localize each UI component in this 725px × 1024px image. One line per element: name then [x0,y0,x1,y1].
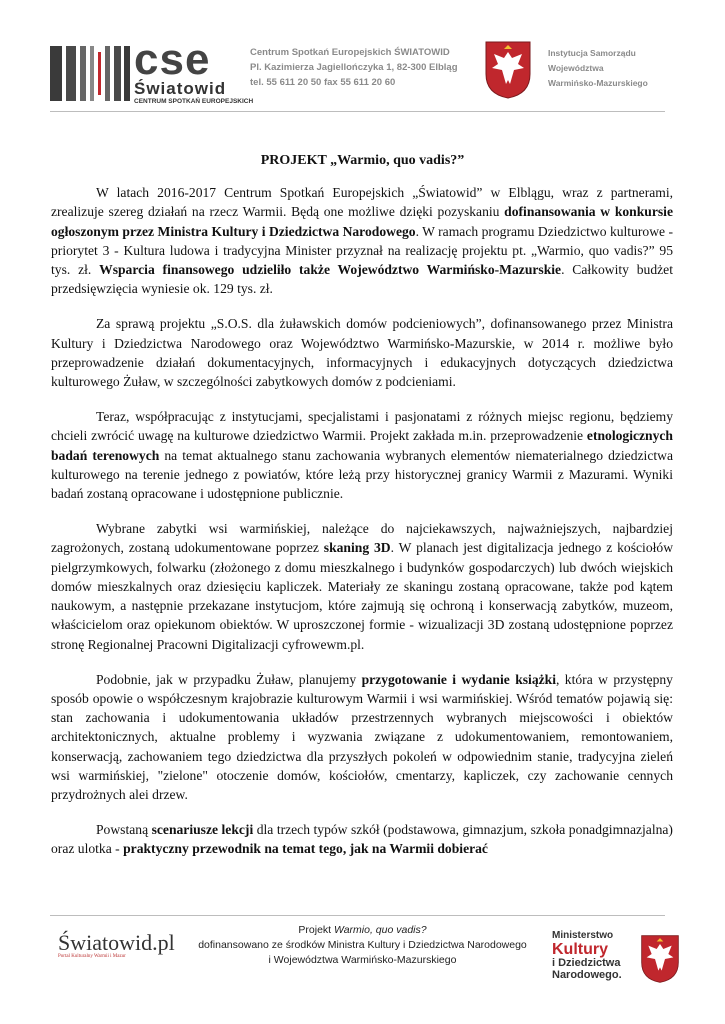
eagle-crest-icon [484,40,532,100]
header-divider [50,111,665,112]
text-run: . Całkowity budżet przedsięwzięcia wyniesie ok. 129 tys. zł. [51,262,673,297]
footer-line-3: i Województwa Warmińsko-Mazurskiego [268,954,457,966]
contact-phone: tel. 55 611 20 50 fax 55 611 20 60 [250,77,396,88]
cse-logo-wordmark [134,35,254,106]
swiatowid-pl-subtitle: Portal Kulturalny Warmii i Mazur [58,954,126,959]
paragraph [51,183,673,299]
ministry-logo [552,930,622,981]
institution-block [548,46,648,91]
institution-line-2: Województwa [548,63,604,73]
institution-line-3: Warmińsko-Mazurskiego [548,78,648,88]
document-title: PROJEKT „Warmio, quo vadis?” [260,153,465,168]
bold-text: dofinansowania w konkursie ogłoszonym przez Ministra Kultury i Dziedzictwa Narodowego [51,204,673,239]
text-run: na temat aktualnego stanu zachowania wybranych elementów niematerialnego dziedzictwa kulturowego na terenie jednego z powiatów, które leżą przy historycznej granicy Warmii z Mazurami. Wyniki badań zostaną opracowane i udostępnione publicznie. [51,447,673,502]
footer-project-name: Warmio, quo vadis? [334,924,427,936]
paragraph [51,820,673,859]
ministry-logo-line-3: i Dziedzictwa [552,957,621,969]
paragraph [51,407,673,503]
bold-text: skaning 3D [323,540,391,556]
ministry-logo-line-1: Ministerstwo [552,930,614,941]
document-body [51,183,673,874]
text-run: dla trzech typów szkół (podstawowa, gimnazjum, szkoła ponadgimnazjalna) oraz ulotka - [51,822,673,857]
bold-text: przygotowanie i wydanie książki [361,671,556,687]
ministry-logo-line-2: Kultury [552,941,608,958]
contact-block [250,45,458,90]
text-run: . W ramach programu Dziedzictwo kulturowe - priorytet 3 - Kultura ludowa i tradycyjna Minister przyznał na realizację projektu pt. „Warmio, quo vadis?” 95 tys. zł. [51,223,673,278]
logo-swiatowid: Światowid [134,79,227,98]
text-run: Za sprawą projektu „S.O.S. dla żuławskich domów podcieniowych”, dofinansowanego przez Ministra Kultury i Dziedzictwa Narodowego oraz Województwo Warmińsko-Mazurskie, w 2014 r. możliwe było przeprowadzenie działań dokumentacyjnych, informacyjnych i edukacyjnych dotyczących dziedzictwa kulturowego Żuław, w szczególności zabytkowych domów z podcieniami. [51,316,673,390]
text-run: . W planach jest digitalizacja jednego z kościołów pielgrzymkowych, folwarku (złożonego z domu mieszkalnego i budynków gospodarczych) lub dwóch wiejskich domów mieszkalnych oraz dziesięciu kapliczek. Materiały ze skaningu zostaną opracowane, także pod kątem naukowym, a następnie przekazane instytucjom, które zajmują się ochroną i konserwacją zabytków, muzeom, właścicielom oraz opiekunom obiektów. W uproszczonej formie - wizualizacji 3D zostaną udostępnione poprzez stronę Regionalnej Pracowni Digitalizacji cyfrowewm.pl. [51,540,674,652]
paragraph [51,314,673,391]
bold-text: etnologicznych badań terenowych [51,428,673,463]
footer-divider [50,915,665,916]
text-run: W latach 2016-2017 Centrum Spotkań Europejskich „Światowid” w Elblągu, wraz z partnerami, zrealizuje szereg działań na rzecz Warmii. Będą one możliwe dzięki pozyskaniu [51,185,673,220]
bold-text: Wsparcia finansowego udzieliło także Województwo Warmińsko-Mazurskie [99,262,562,278]
text-run: Wybrane zabytki wsi warmińskiej, należące do najciekawszych, najważniejszych, najbardziej zagrożonych, zostaną udokumentowane poprzez [51,520,673,556]
text-run: Powstaną [96,822,152,838]
ministry-logo-line-4: Narodowego. [552,969,622,981]
bold-text: praktyczny przewodnik na temat tego, jak na Warmii dobierać [123,841,488,857]
footer-eagle-crest-icon [640,934,680,984]
contact-address: Pl. Kazimierza Jagiellończyka 1, 82-300 Elbląg [250,62,458,73]
footer-project-prefix: Projekt [298,924,334,936]
letterhead [50,35,675,110]
logo-cse: cse [134,35,211,84]
text-run: , która w przystępny sposób opowie o współczesnym krajobrazie kulturowym Warmii i wsi warmińskiej. Wśród tematów pojawią się: stan zachowania i udokumentowania układów przestrzennych wybranych miejscowości i obiektów architektonicznych, aktualne problemy i wyzwania związane z udokumentowaniem, remontowaniem, konserwacją, zachowaniem tego dziedzictwa dla przyszłych pokoleń w odpowiednim stanie, tradycyjna zieleń wsi warmińskiej, "zielone" otoczenie domów, kościołów, cmentarzy, kapliczek, czy zachowanie cennych przydrożnych alei drzew. [51,671,673,803]
logo-subtitle: CENTRUM SPOTKAŃ EUROPEJSKICH [134,98,254,105]
contact-name: Centrum Spotkań Europejskich ŚWIATOWID [250,47,450,58]
cse-logo-mark-icon [50,46,130,101]
paragraph [51,670,673,805]
text-run: Teraz, współpracując z instytucjami, specjalistami i pasjonatami z różnych miejsc regionu, będziemy chcieli zwrócić uwagę na kulturowe dziedzictwo Warmii. Projekt zakłada m.in. przeprowadzenie [51,408,673,444]
swiatowid-pl-wordmark: Światowid.pl [58,930,175,955]
text-run: Podobnie, jak w przypadku Żuław, planujemy [96,671,362,687]
institution-line-1: Instytucja Samorządu [548,48,636,58]
footer-line-2: dofinansowano ze środków Ministra Kultury i Dziedzictwa Narodowego [198,939,527,951]
paragraph [51,519,673,654]
bold-text: scenariusze lekcji [151,822,254,838]
